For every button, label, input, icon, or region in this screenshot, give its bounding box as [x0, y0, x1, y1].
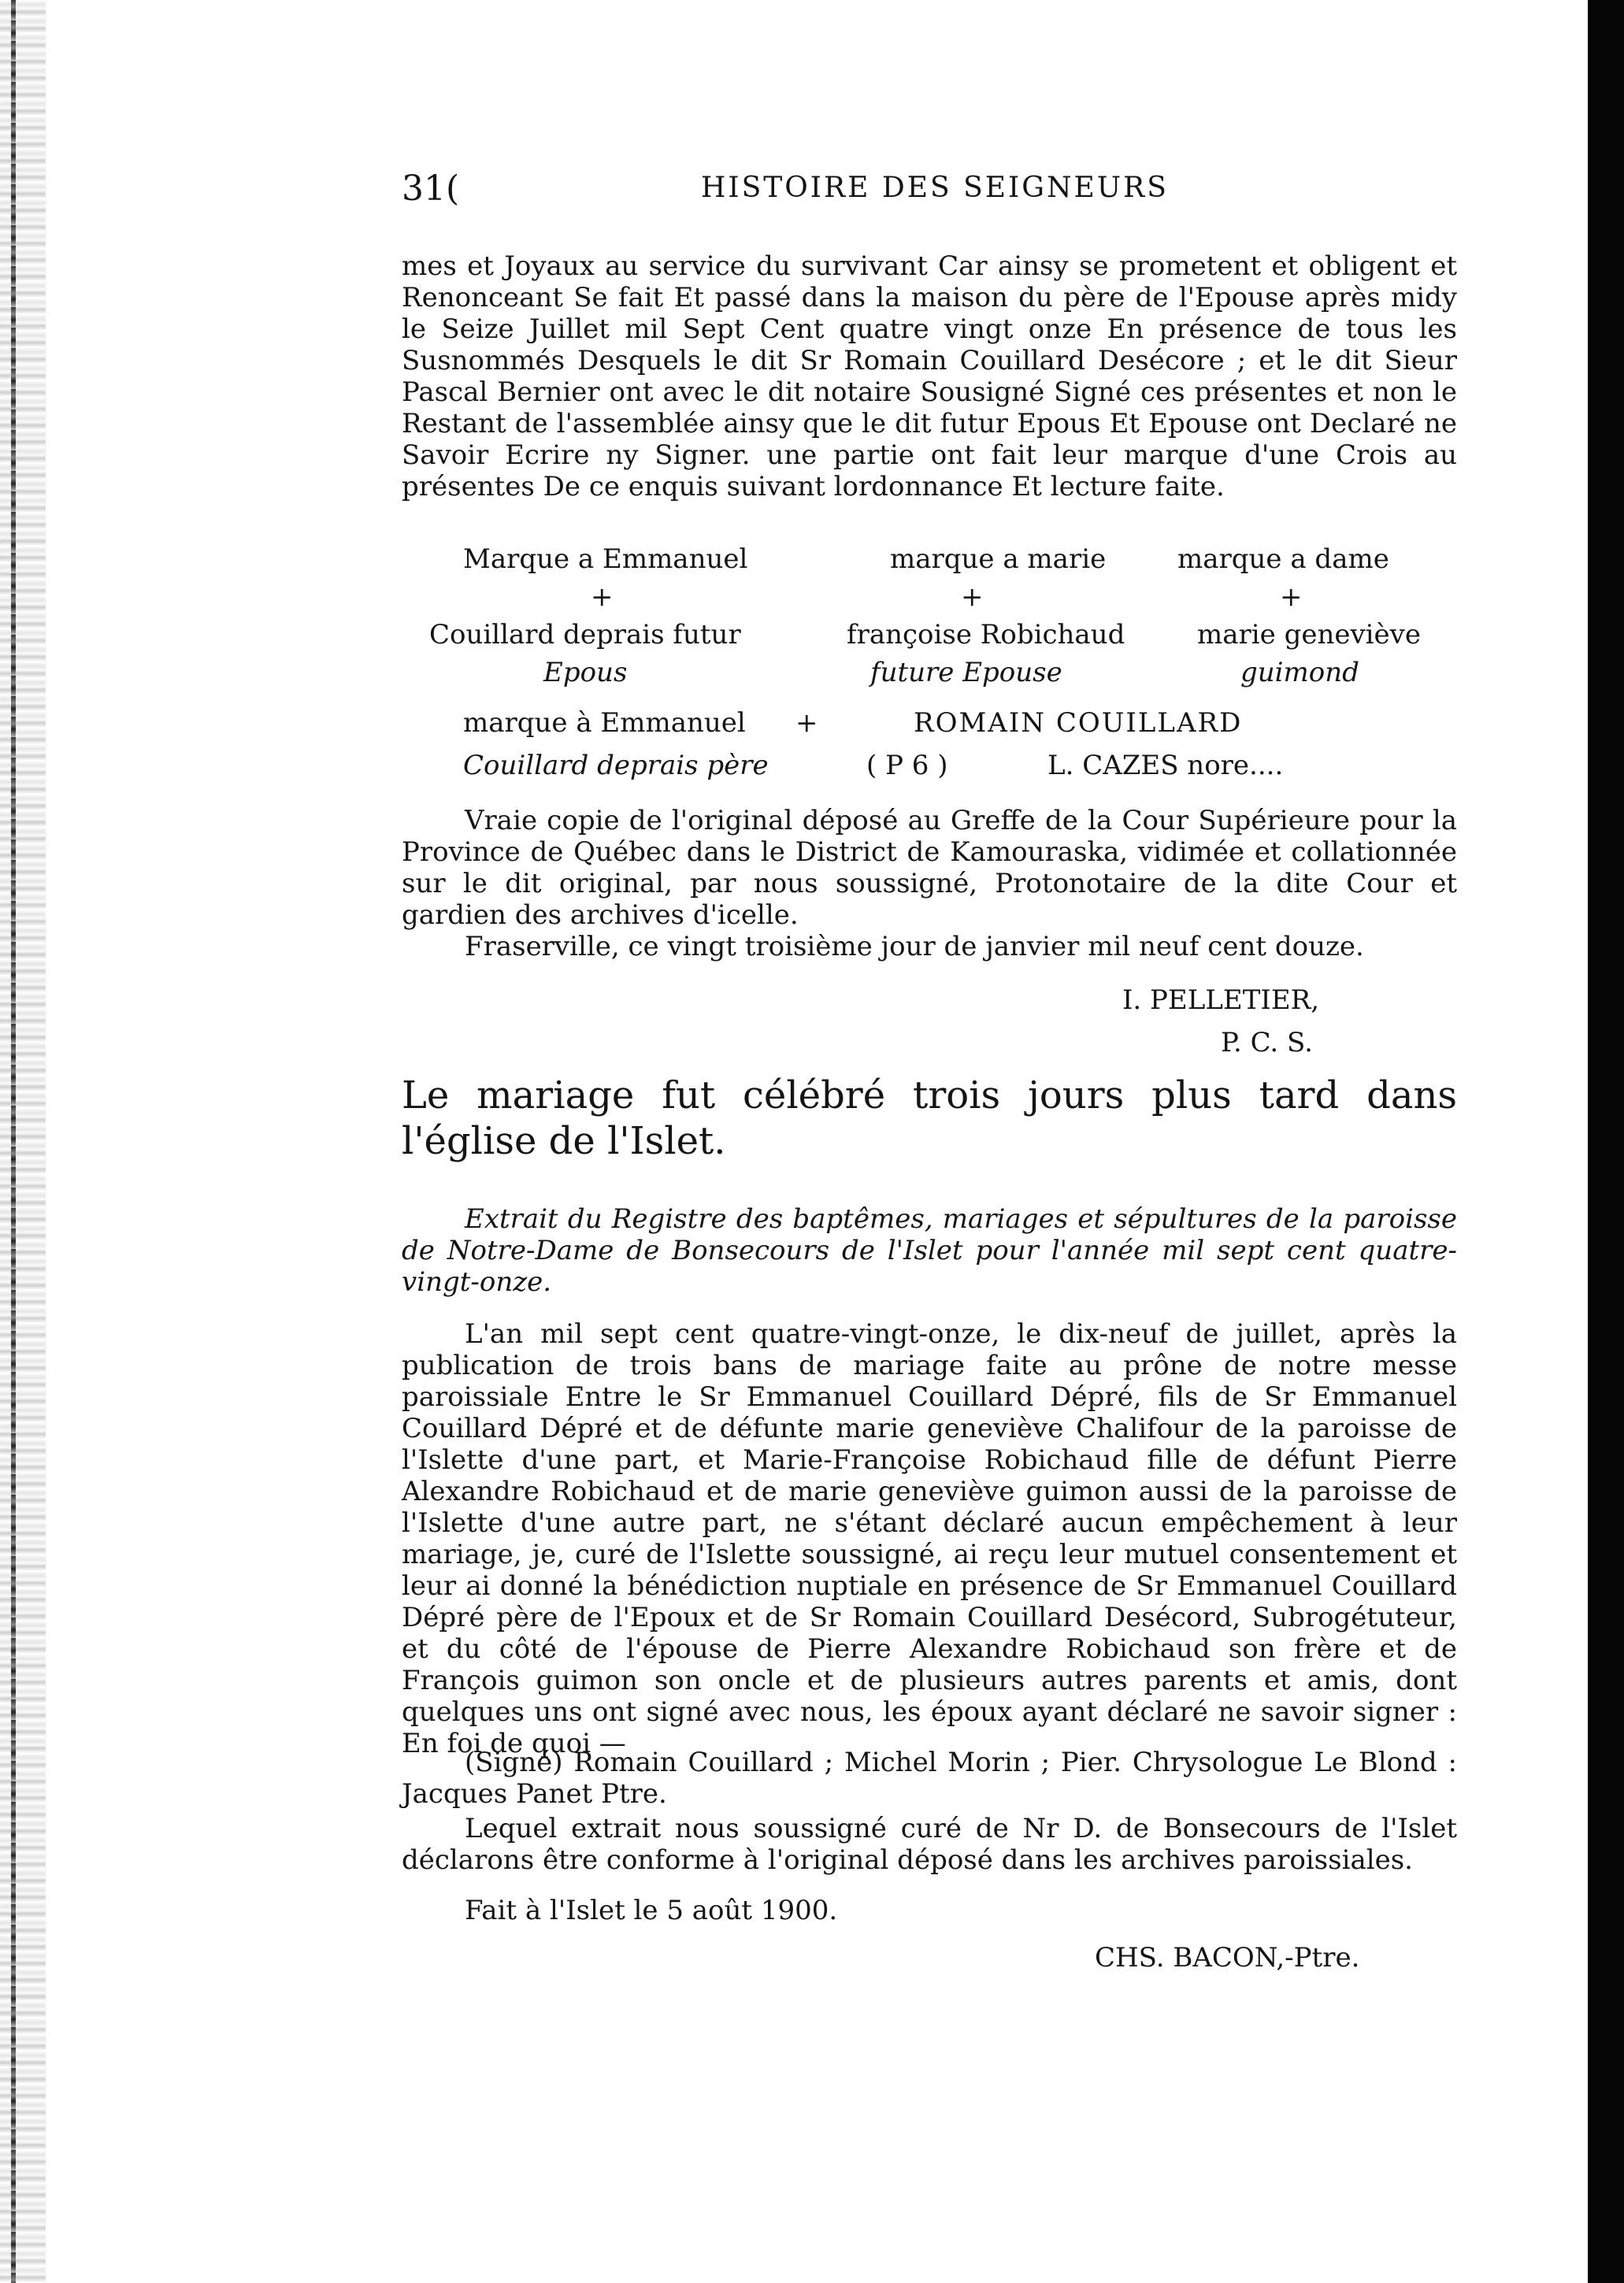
dame-role: guimond	[1240, 657, 1359, 688]
cure-attestation: Lequel extrait nous soussigné curé de Nr D. de Bonsecours de l'Islet déclarons être conforme à l'original déposé dans les archives paroissiales.	[402, 1813, 1457, 1876]
page-header	[402, 159, 1457, 214]
page-reference: ( P 6 )	[866, 750, 948, 781]
father-name: Couillard deprais père	[463, 750, 769, 781]
scan-border-bar	[1588, 0, 1624, 2283]
cure-signature: CHS. BACON,-Ptre.	[1095, 1942, 1360, 1974]
register-extract-body: L'an mil sept cent quatre-vingt-onze, le dix-neuf de juillet, après la publication de trois bans de mariage faite au prône de notre messe paroissiale Entre le Sr Emmanuel Couillard Dépré, fils de Sr Emmanuel Couillard Dépré et de défunte marie geneviève Chalifour de la paroisse de l'Islette d'une part, et Marie-Françoise Robichaud fille de défunt Pierre Alexandre Robichaud et de marie geneviève guimon aussi de la paroisse de l'Islette d'une autre part, ne s'étant déclaré aucun empêchement à leur mariage, je, curé de l'Islette soussigné, ai reçu leur mutuel consentement et leur ai donné la bénédiction nuptiale en présence de Sr Emmanuel Couillard Dépré père de l'Epoux et de Sr Romain Couillard Desécord, Subrogétuteur, et du côté de l'épouse de Pierre Alexandre Robichaud son frère et de François guimon son oncle et de plusieurs autres parents et amis, dont quelques uns ont signé avec nous, les époux ayant déclaré ne savoir signer : En foi de quoi —	[402, 1318, 1457, 1759]
groom-name: Couillard deprais futur	[429, 619, 741, 650]
register-extract-heading: Extrait du Registre des baptêmes, mariages et sépultures de la paroisse de Notre-Dame de Bonsecours de l'Islet pour l'année mil sept cent quatre-vingt-onze.	[402, 1203, 1457, 1298]
attestation-date: Fait à l'Islet le 5 août 1900.	[465, 1895, 838, 1926]
bride-cross-mark: +	[961, 581, 984, 613]
signature-block	[425, 543, 1449, 795]
notary-signature: L. CAZES nore....	[1047, 750, 1284, 781]
page-number: 31(	[402, 169, 460, 209]
scanned-page-edge	[0, 0, 46, 2283]
father-cross-mark: +	[795, 707, 818, 739]
protonotary-title: P. C. S.	[1221, 1027, 1313, 1058]
dame-name: marie geneviève	[1197, 619, 1422, 650]
romain-couillard-signature: ROMAIN COUILLARD	[914, 707, 1243, 739]
protonotary-name: I. PELLETIER,	[1122, 984, 1320, 1016]
register-signatures: (Signé) Romain Couillard ; Michel Morin ; Pier. Chrysologue Le Blond : Jacques Panet Ptre.	[402, 1747, 1457, 1810]
groom-role: Epous	[543, 657, 628, 688]
certification-paragraph: Vraie copie de l'original déposé au Greffe de la Cour Supérieure pour la Province de Québec dans le District de Kamouraska, vidimée et collationnée sur le dit original, par nous soussigné, Protonotaire de la dite Cour et gardien des archives d'icelle.	[402, 805, 1457, 931]
dame-mark-label: marque a dame	[1177, 543, 1389, 575]
groom-cross-mark: +	[591, 581, 614, 613]
certification-date: Fraserville, ce vingt troisième jour de janvier mil neuf cent douze.	[465, 931, 1364, 962]
bride-role: future Epouse	[870, 657, 1062, 688]
father-mark-label: marque à Emmanuel	[463, 707, 746, 739]
marriage-narrative: Le mariage fut célébré trois jours plus tard dans l'église de l'Islet.	[402, 1073, 1457, 1163]
running-head: HISTOIRE DES SEIGNEURS	[701, 172, 1169, 204]
groom-mark-label: Marque a Emmanuel	[463, 543, 748, 575]
dame-cross-mark: +	[1280, 581, 1303, 613]
bride-name: françoise Robichaud	[847, 619, 1125, 650]
contract-closing-paragraph: mes et Joyaux au service du survivant Car ainsy se prometent et obligent et Renonceant Se fait Et passé dans la maison du père de l'Epouse après midy le Seize Juillet mil Sept Cent quatre vingt onze En présence de tous les Susnommés Desquels le dit Sr Romain Couillard Desécore ; et le dit Sieur Pascal Bernier ont avec le dit notaire Sousigné Signé ces présentes et non le Restant de l'assemblée ainsy que le dit futur Epous Et Epouse ont Declaré ne Savoir Ecrire ny Signer. une partie ont fait leur marque d'une Crois au présentes De ce enquis suivant lordonnance Et lecture faite.	[402, 250, 1457, 502]
bride-mark-label: marque a marie	[890, 543, 1107, 575]
